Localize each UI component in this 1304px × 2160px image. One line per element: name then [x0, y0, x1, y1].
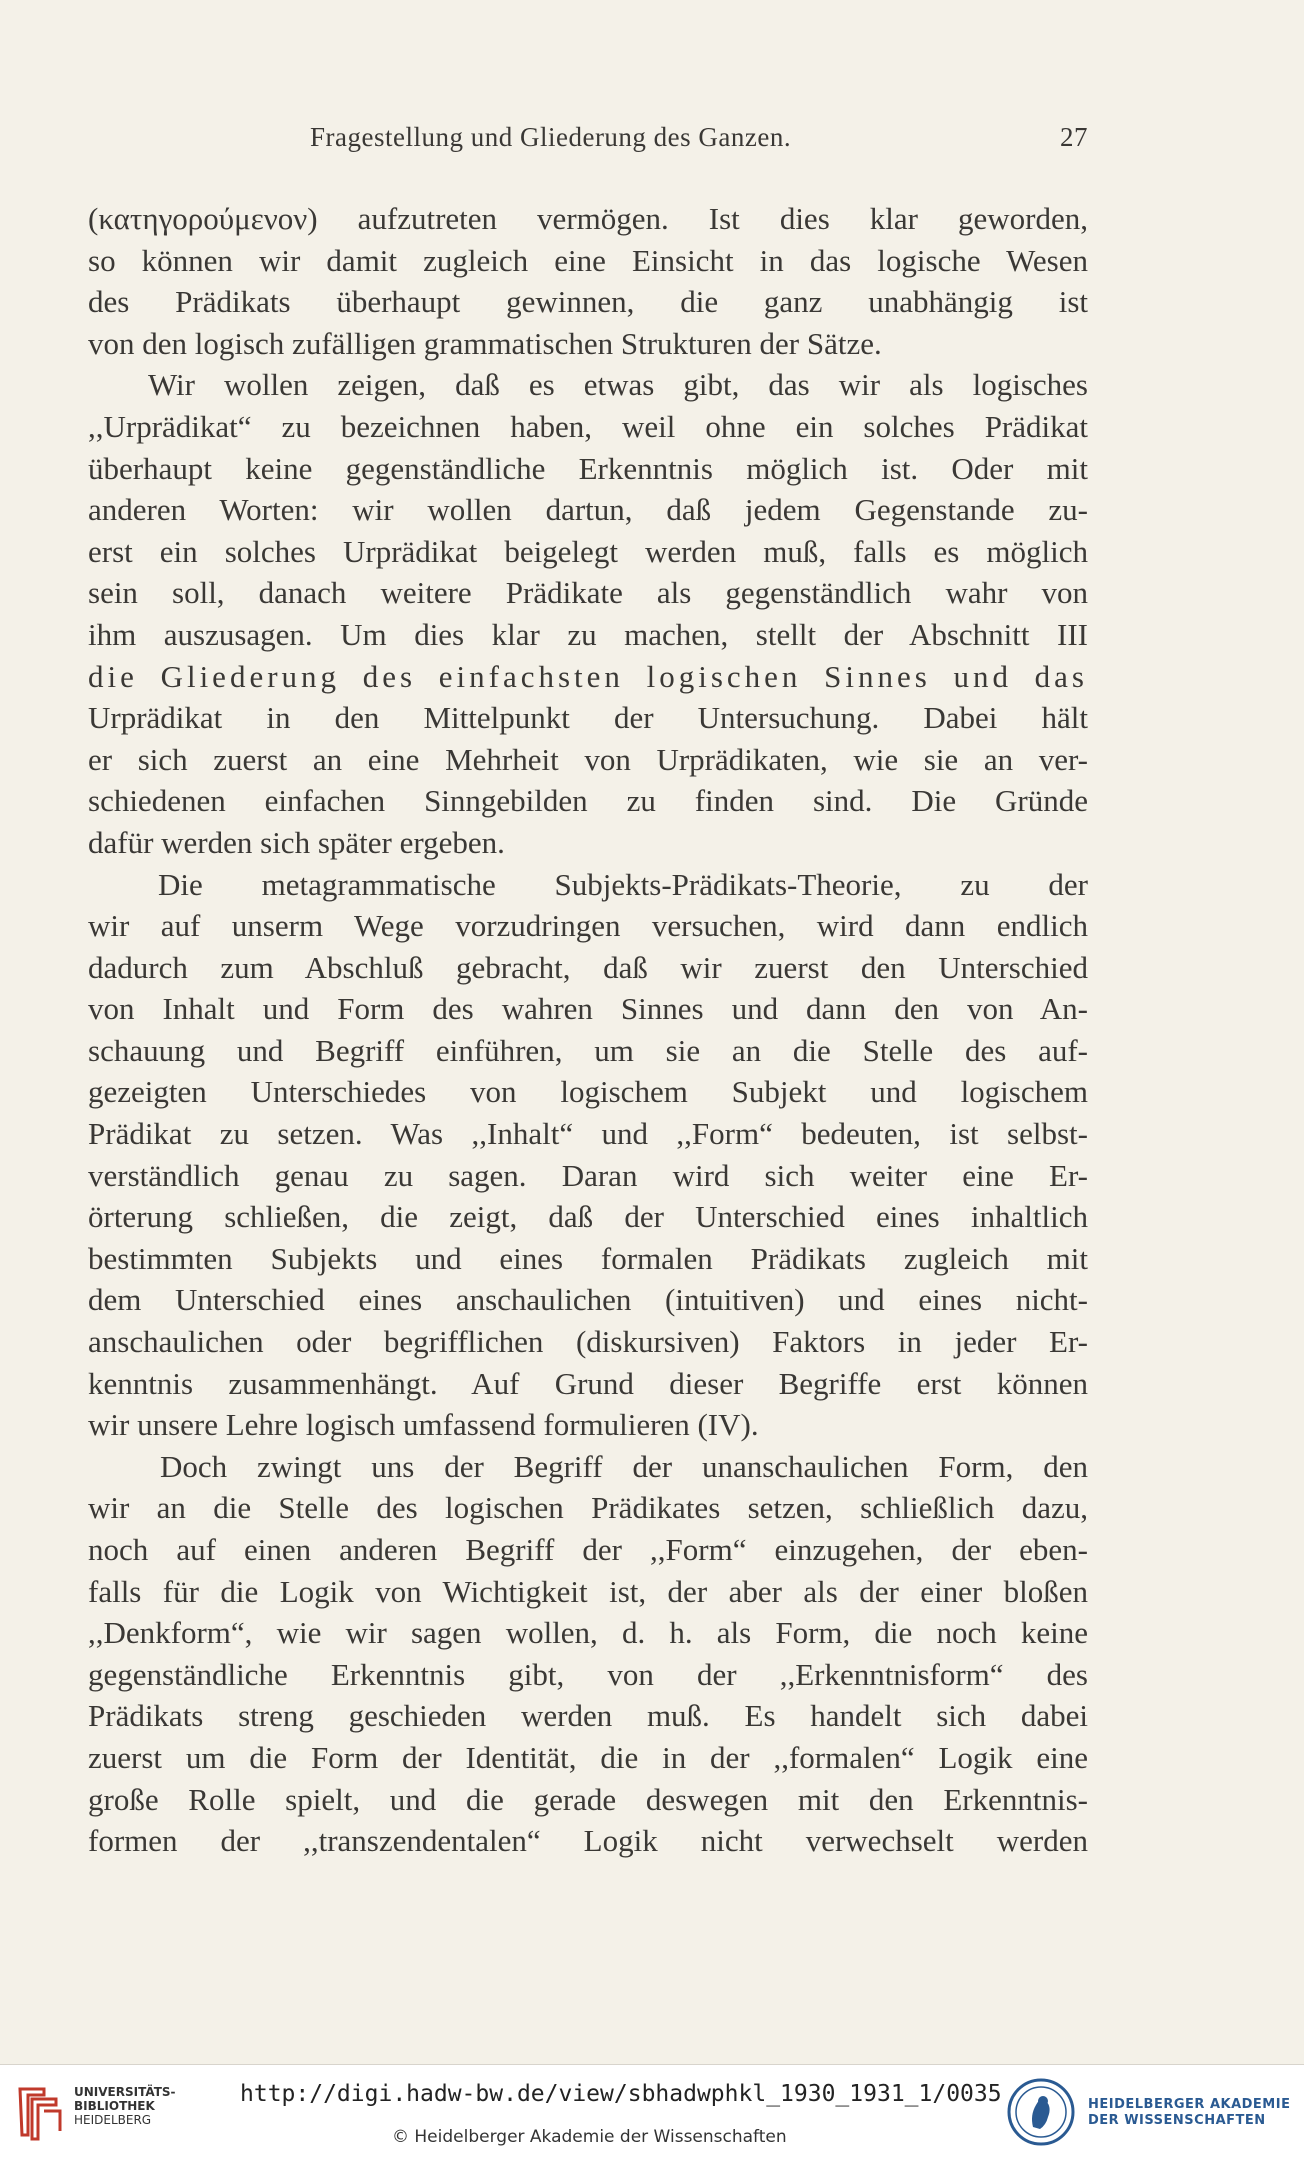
- text-line: verständlich genau zu sagen. Daran wird sich weiter eine Er-: [88, 1157, 1088, 1193]
- text-line: ihm auszusagen. Um dies klar zu machen, stellt der Abschnitt III: [88, 616, 1088, 652]
- text-line: ,,Denkform“, wie wir sagen wollen, d. h. als Form, die noch keine: [88, 1615, 1088, 1651]
- text-line: große Rolle spielt, und die gerade deswegen mit den Erkenntnis-: [88, 1781, 1088, 1817]
- text-line: Doch zwingt uns der Begriff der unanschaulichen Form, den: [160, 1448, 1088, 1484]
- text-line: gegenständliche Erkenntnis gibt, von der ,,Erkenntnisform“ des: [88, 1656, 1088, 1692]
- body-text: [88, 198, 1088, 1862]
- text-line: so können wir damit zugleich eine Einsicht in das logische Wesen: [88, 242, 1088, 278]
- academy-seal-icon: [1006, 2077, 1076, 2147]
- text-line: schauung und Begriff einführen, um sie an die Stelle des auf-: [88, 1032, 1088, 1068]
- text-line: von den logisch zufälligen grammatischen Strukturen der Sätze.: [88, 325, 882, 361]
- library-name: UNIVERSITÄTS- BIBLIOTHEK HEIDELBERG: [74, 2085, 176, 2127]
- text-line: schiedenen einfachen Sinngebilden zu finden sind. Die Gründe: [88, 783, 1088, 819]
- text-line: von Inhalt und Form des wahren Sinnes und dann den von An-: [88, 991, 1088, 1027]
- text-line: des Prädikats überhaupt gewinnen, die ganz unabhängig ist: [88, 284, 1088, 320]
- text-line: Die metagrammatische Subjekts-Prädikats-Theorie, zu der: [158, 866, 1088, 902]
- text-line: Urprädikat in den Mittelpunkt der Untersuchung. Dabei hält: [88, 700, 1088, 736]
- page-number: 27: [1060, 122, 1088, 152]
- text-line: dem Unterschied eines anschaulichen (intuitiven) und eines nicht-: [88, 1282, 1088, 1318]
- text-line: kenntnis zusammenhängt. Auf Grund dieser Begriffe erst können: [88, 1365, 1088, 1401]
- text-line: (κατηγορούμενον) aufzutreten vermögen. Ist dies klar geworden,: [88, 201, 1088, 236]
- header-title: Fragestellung und Gliederung des Ganzen.: [310, 122, 792, 152]
- text-line: zuerst um die Form der Identität, die in der ,,formalen“ Logik eine: [88, 1739, 1088, 1775]
- text-line: anderen Worten: wir wollen dartun, daß jedem Gegenstande zu-: [88, 492, 1088, 528]
- footer-bar: [0, 2064, 1304, 2160]
- text-line: dadurch zum Abschluß gebracht, daß wir zuerst den Unterschied: [88, 949, 1088, 985]
- permalink-url[interactable]: http://digi.hadw-bw.de/view/sbhadwphkl_1930_1931_1/0035: [240, 2081, 1002, 2107]
- text-line: anschaulichen oder begrifflichen (diskursiven) Faktors in jeder Er-: [88, 1324, 1088, 1360]
- text-line: formen der ,,transzendentalen“ Logik nicht verwechselt werden: [88, 1823, 1088, 1859]
- text-line: er sich zuerst an eine Mehrheit von Urprädikaten, wie sie an ver-: [88, 741, 1088, 777]
- university-library-logo-icon: [14, 2083, 66, 2143]
- text-line: bestimmten Subjekts und eines formalen Prädikats zugleich mit: [88, 1240, 1088, 1276]
- text-line: noch auf einen anderen Begriff der ,,Form“ einzugehen, der eben-: [88, 1532, 1088, 1567]
- academy-name: HEIDELBERGER AKADEMIE DER WISSENSCHAFTEN: [1088, 2097, 1291, 2128]
- text-line: wir an die Stelle des logischen Prädikates setzen, schließlich dazu,: [88, 1490, 1088, 1526]
- text-line: sein soll, danach weitere Prädikate als gegenständlich wahr von: [88, 575, 1088, 611]
- text-line: Wir wollen zeigen, daß es etwas gibt, das wir als logisches: [148, 367, 1088, 403]
- text-line: Prädikat zu setzen. Was ,,Inhalt“ und ,,Form“ bedeuten, ist selbst-: [88, 1116, 1088, 1152]
- text-line: dafür werden sich später ergeben.: [88, 824, 505, 860]
- running-header: [88, 122, 1088, 158]
- text-line: wir unsere Lehre logisch umfassend formulieren (IV).: [88, 1407, 759, 1443]
- text-line: falls für die Logik von Wichtigkeit ist, der aber als der einer bloßen: [88, 1573, 1088, 1609]
- text-line: örterung schließen, die zeigt, daß der Unterschied eines inhaltlich: [88, 1199, 1088, 1235]
- text-line: Prädikats streng geschieden werden muß. Es handelt sich dabei: [88, 1698, 1088, 1734]
- text-line: gezeigten Unterschiedes von logischem Subjekt und logischem: [88, 1074, 1088, 1110]
- copyright-notice: © Heidelberger Akademie der Wissenschaften: [392, 2127, 787, 2147]
- text-line: die Gliederung des einfachsten logischen Sinnes und das: [88, 658, 1088, 694]
- text-line: wir auf unserm Wege vorzudringen versuchen, wird dann endlich: [88, 908, 1088, 944]
- text-line: erst ein solches Urprädikat beigelegt werden muß, falls es möglich: [88, 533, 1088, 569]
- text-line: überhaupt keine gegenständliche Erkenntnis möglich ist. Oder mit: [88, 450, 1088, 486]
- text-line: ,,Urprädikat“ zu bezeichnen haben, weil ohne ein solches Prädikat: [88, 408, 1088, 444]
